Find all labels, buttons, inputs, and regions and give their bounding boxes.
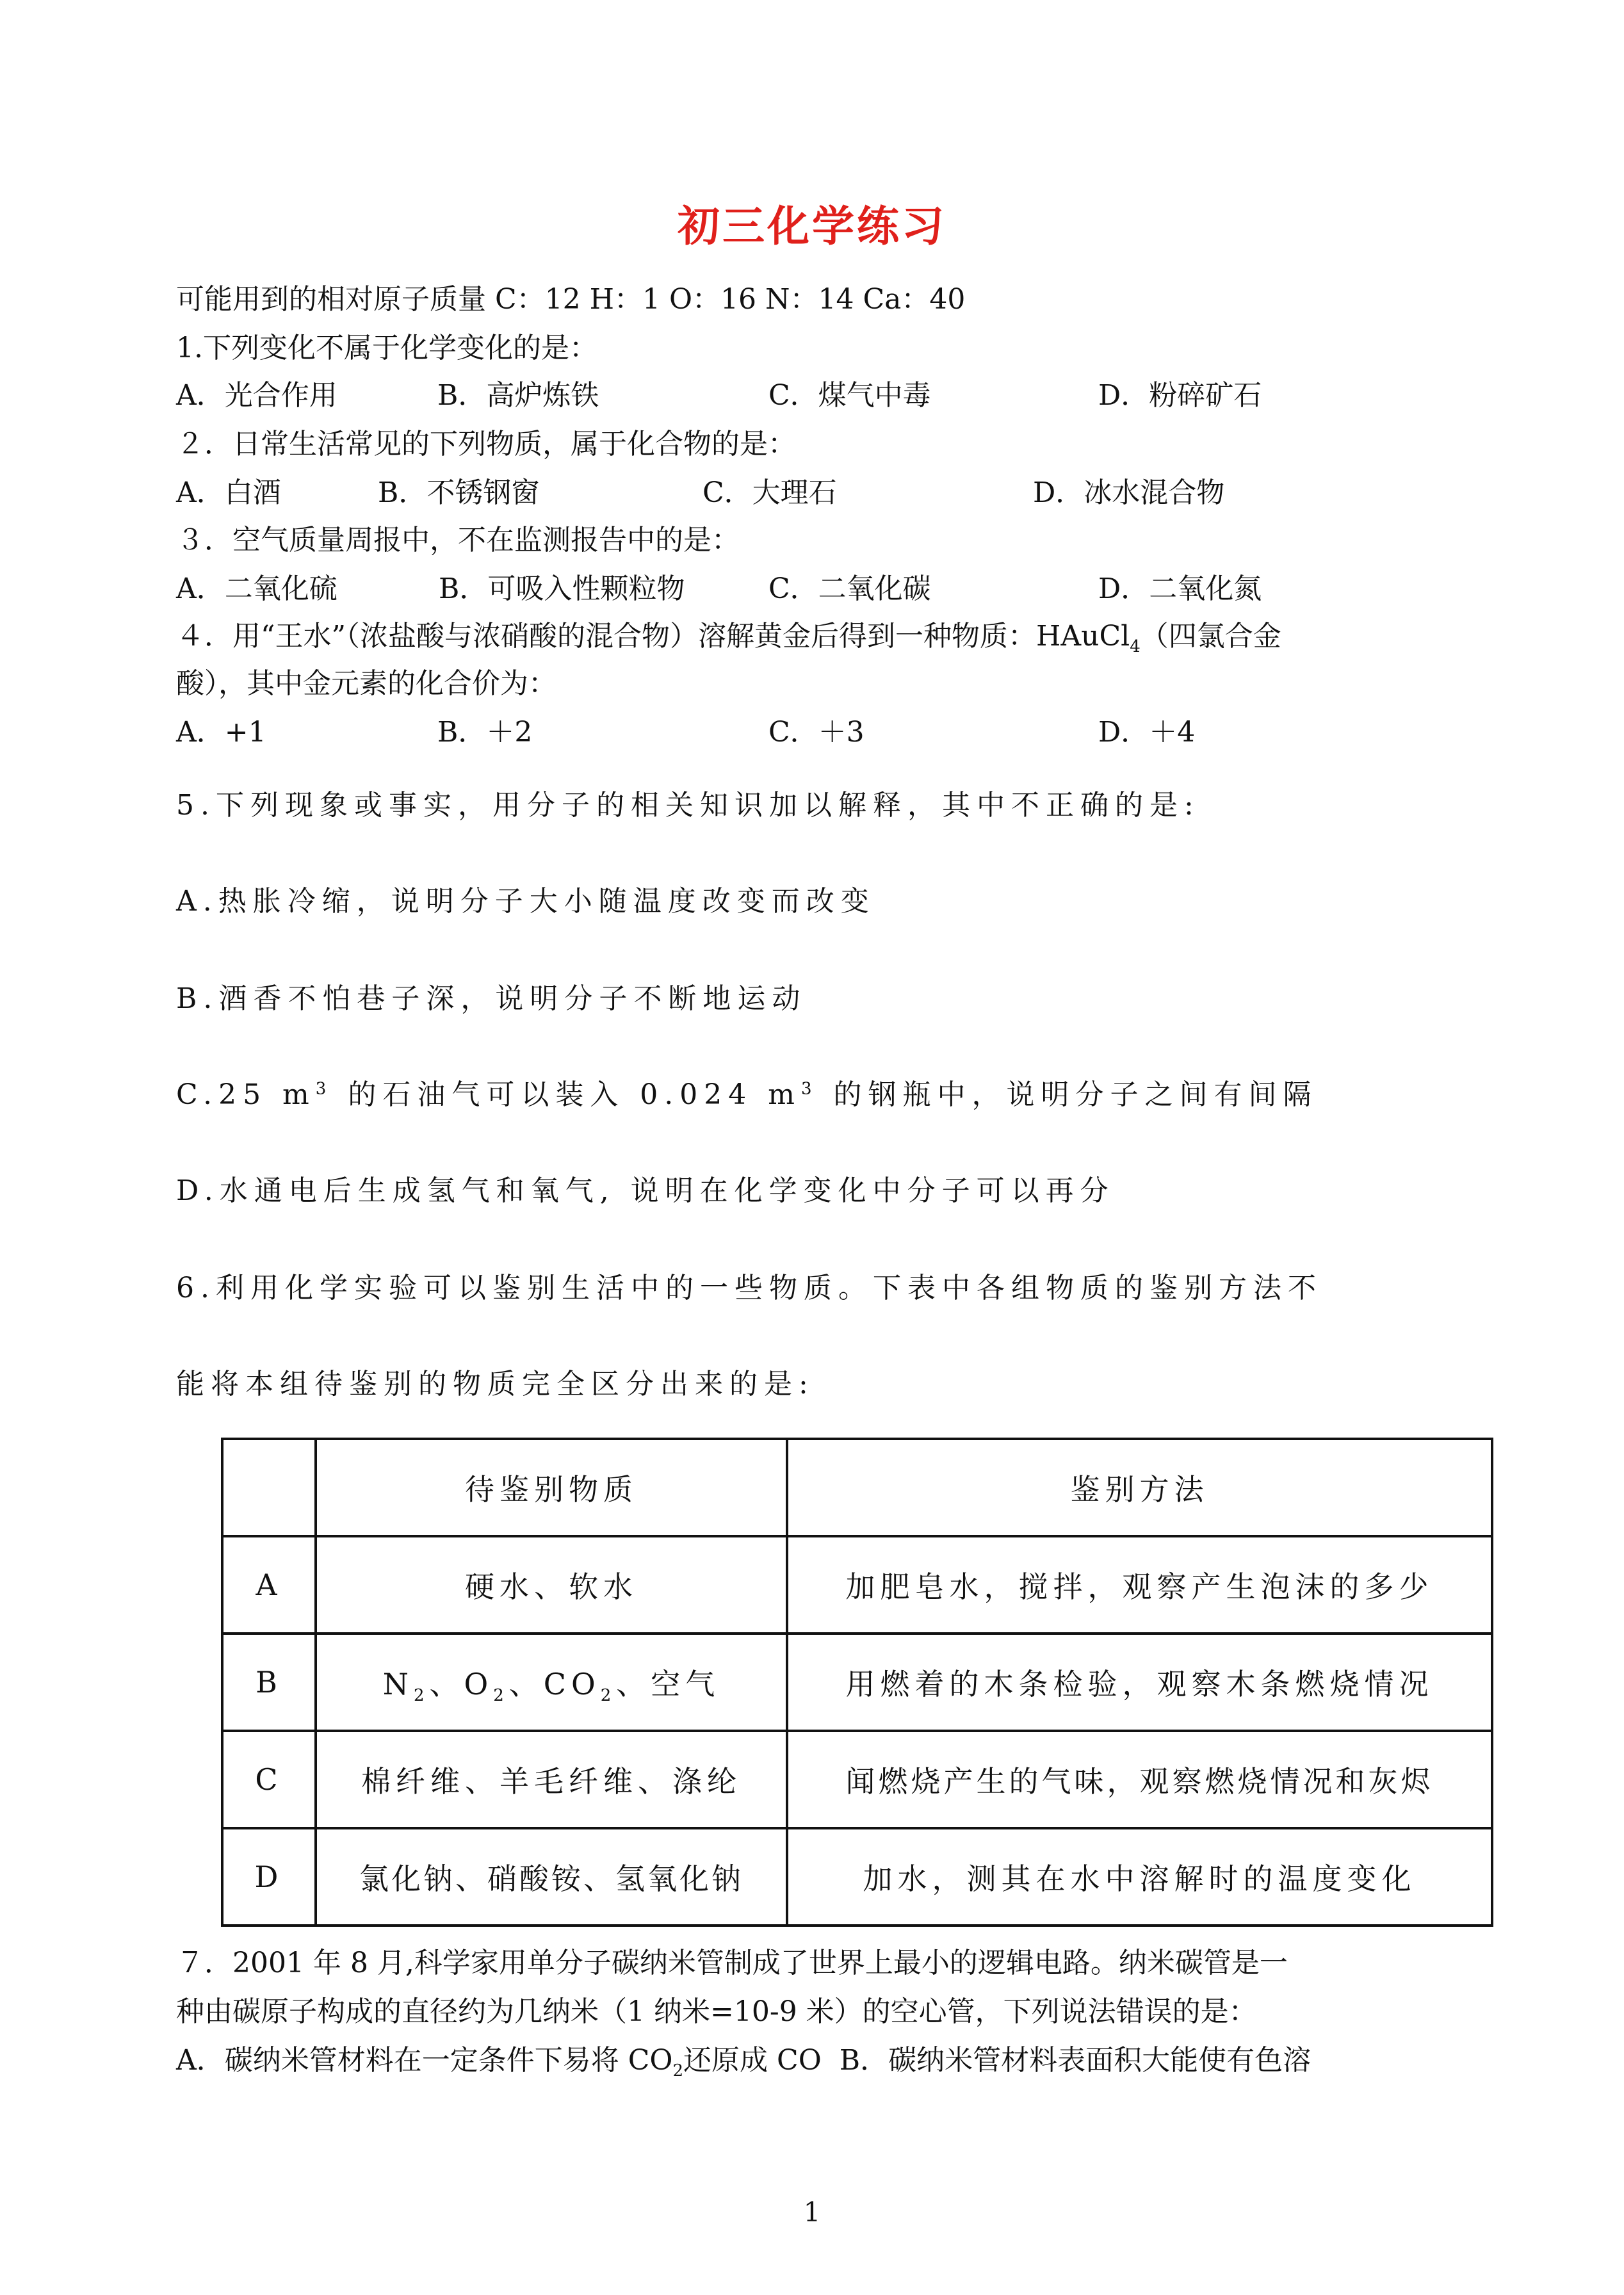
table-row-label: C (222, 1731, 316, 1828)
table-header-method: 鉴别方法 (787, 1439, 1492, 1536)
table-row-substances (316, 1634, 787, 1731)
question-4-stem (176, 617, 1281, 656)
table-row-method: 闻燃烧产生的气味，观察燃烧情况和灰烬 (787, 1731, 1492, 1828)
question-5-option-c-text: C.25 m (176, 1078, 316, 1111)
table-row-substances: 硬水、软水 (316, 1536, 787, 1634)
question-3-option-a: A．二氧化硫 (176, 572, 337, 605)
question-7-subscript: 2 (672, 2061, 684, 2080)
page-title: 初三化学练习 (678, 202, 946, 251)
question-4-option-a: A．+1 (176, 716, 266, 749)
table-row-substances: 棉纤维、羊毛纤维、涤纶 (316, 1731, 787, 1828)
page-number: 1 (803, 2196, 821, 2228)
question-1-option-d: D．粉碎矿石 (1098, 379, 1262, 412)
formula-tail: 、空气 (616, 1667, 720, 1701)
question-7-option-a: A．碳纳米管材料在一定条件下易将 CO (176, 2044, 673, 2077)
question-7-option-a-tail: 还原成 CO (683, 2044, 822, 2077)
question-5-option-b: B.酒香不怕巷子深，说明分子不断地运动 (176, 982, 807, 1015)
question-6-stem-line-2: 能将本组待鉴别的物质完全区分出来的是: (176, 1368, 815, 1400)
question-3-option-c: C．二氧化碳 (768, 572, 931, 605)
question-1-option-c: C．煤气中毒 (768, 379, 931, 412)
question-4-stem-text: ４．用“王水”（浓盐酸与浓硝酸的混合物）溶解黄金后得到一种物质：HAuCl (176, 620, 1130, 653)
question-5-superscript-2: 3 (800, 1079, 818, 1099)
question-5-option-d: D.水通电后生成氢气和氧气, 说明在化学变化中分子可以再分 (176, 1174, 1115, 1207)
question-3-option-b: B．可吸入性颗粒物 (439, 572, 685, 605)
identification-table (221, 1438, 1493, 1927)
question-7-stem-line-2: 种由碳原子构成的直径约为几纳米（1 纳米=10-9 米）的空心管，下列说法错误的是： (176, 1995, 1257, 2028)
question-2-option-d: D．冰水混合物 (1033, 476, 1225, 509)
question-3-option-d: D．二氧化氮 (1098, 572, 1262, 605)
formula-co: 、CO (508, 1667, 601, 1701)
question-1-option-a: A．光合作用 (176, 379, 337, 412)
question-4-subscript: 4 (1130, 637, 1141, 656)
question-4-option-b: B．＋2 (437, 716, 533, 749)
question-2-option-c: C．大理石 (702, 476, 837, 509)
question-7-option-b: B．碳纳米管材料表面积大能使有色溶 (839, 2044, 1311, 2077)
table-row-label: D (222, 1828, 316, 1926)
atomic-mass-line: 可能用到的相对原子质量 C：12 H：1 O：16 N：14 Ca：40 (176, 283, 966, 316)
question-2-option-a: A．白酒 (176, 476, 281, 509)
question-1-option-b: B．高炉炼铁 (437, 379, 599, 412)
table-row-label: B (222, 1634, 316, 1731)
table-row-method: 用燃着的木条检验，观察木条燃烧情况 (787, 1634, 1492, 1731)
question-7-options (176, 2041, 1311, 2080)
table-row (222, 1828, 1492, 1926)
question-5-option-c-middle: 的石油气可以装入 0.024 m (332, 1078, 801, 1111)
table-row (222, 1536, 1492, 1634)
table-row-method: 加肥皂水，搅拌，观察产生泡沫的多少 (787, 1536, 1492, 1634)
formula-o: 、O (429, 1667, 494, 1701)
question-7-stem-line-1: ７．2001 年 8 月,科学家用单分子碳纳米管制成了世界上最小的逻辑电路。纳米碳管是一 (176, 1947, 1288, 1979)
question-4-option-d: D．＋4 (1098, 716, 1196, 749)
question-1-stem: 1.下列变化不属于化学变化的是： (176, 332, 597, 364)
question-4-option-c: C．＋3 (768, 716, 865, 749)
formula-n-subscript: 2 (413, 1686, 430, 1706)
question-6-stem-line-1: 6.利用化学实验可以鉴别生活中的一些物质。下表中各组物质的鉴别方法不 (176, 1272, 1322, 1304)
table-header-substances: 待鉴别物质 (316, 1439, 787, 1536)
table-header-cell-empty (222, 1439, 316, 1536)
table-row-substances: 氯化钠、硝酸铵、氢氧化钠 (316, 1828, 787, 1926)
question-2-stem: ２．日常生活常见的下列物质，属于化合物的是： (176, 428, 796, 460)
table-row (222, 1634, 1492, 1731)
question-5-superscript-1: 3 (315, 1079, 333, 1099)
question-2-option-b: B．不锈钢窗 (378, 476, 540, 509)
table-row (222, 1731, 1492, 1828)
table-row-method: 加水，测其在水中溶解时的温度变化 (787, 1828, 1492, 1926)
formula-co-subscript: 2 (600, 1686, 617, 1706)
question-5-option-c-tail: 的钢瓶中，说明分子之间有间隔 (818, 1078, 1318, 1111)
table-row-label: A (222, 1536, 316, 1634)
table-header-row (222, 1439, 1492, 1536)
question-5-option-a: A.热胀冷缩，说明分子大小随温度改变而改变 (176, 885, 875, 918)
question-4-stem-line-2: 酸），其中金元素的化合价为： (176, 667, 556, 700)
question-4-stem-tail: （四氯合金 (1140, 620, 1281, 653)
question-5-stem: 5.下列现象或事实，用分子的相关知识加以解释，其中不正确的是: (176, 789, 1200, 822)
question-3-stem: ３．空气质量周报中，不在监测报告中的是： (176, 524, 740, 556)
formula-n: N (382, 1667, 414, 1701)
formula-o-subscript: 2 (493, 1686, 509, 1706)
question-5-option-c (176, 1076, 1318, 1114)
